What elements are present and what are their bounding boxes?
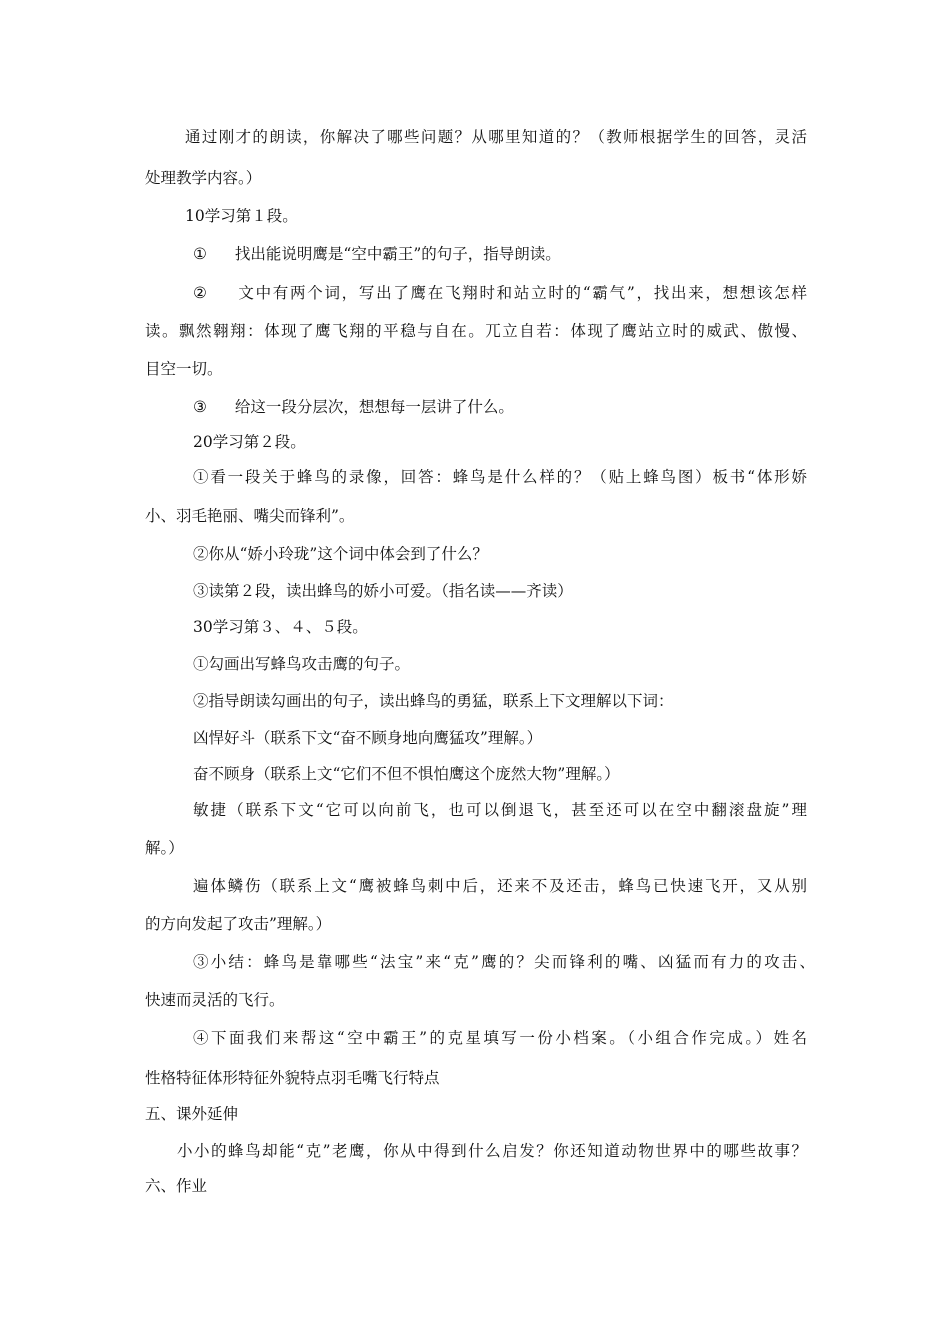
paragraph-line: 20学习第２段。 — [193, 433, 306, 451]
paragraph-line: ③读第２段，读出蜂鸟的娇小可爱。（指名读——齐读） — [193, 582, 573, 600]
list-text: 文中有两个词，写出了鹰在飞翔时和站立时的“霸气”，找出来，想想该怎样 — [236, 284, 807, 302]
paragraph-line: 目空一切。 — [145, 360, 223, 378]
paragraph-line: 解。） — [145, 839, 184, 857]
paragraph-line: 奋不顾身（联系上文“它们不但不惧怕鹰这个庞然大物”理解。） — [193, 765, 620, 783]
list-number: ③ — [193, 398, 207, 416]
paragraph-line: 遍体鳞伤（联系上文“鹰被蜂鸟刺中后，还来不及还击，蜂鸟已快速飞开，又从别 — [193, 877, 807, 895]
paragraph-line: 通过刚才的朗读，你解决了哪些问题？从哪里知道的？（教师根据学生的回答，灵活 — [185, 128, 807, 146]
list-item — [193, 283, 807, 303]
paragraph-line: ②指导朗读勾画出的句子，读出蜂鸟的勇猛，联系上下文理解以下词： — [193, 692, 674, 710]
list-number: ② — [193, 284, 209, 302]
paragraph-line: 凶悍好斗（联系下文“奋不顾身地向鹰猛攻”理解。） — [193, 729, 543, 747]
paragraph-line: ②你从“娇小玲珑”这个词中体会到了什么？ — [193, 545, 488, 563]
paragraph-line: ③小结：蜂鸟是靠哪些“法宝”来“克”鹰的？尖而锋利的嘴、凶猛而有力的攻击、 — [193, 953, 815, 971]
paragraph-line: ①看一段关于蜂鸟的录像，回答：蜂鸟是什么样的？（贴上蜂鸟图）板书“体形娇 — [193, 468, 807, 486]
paragraph-line: ①勾画出写蜂鸟攻击鹰的句子。 — [193, 655, 411, 673]
paragraph-line: 敏捷（联系下文“它可以向前飞，也可以倒退飞，甚至还可以在空中翻滚盘旋”理 — [193, 801, 807, 819]
list-text: 给这一段分层次，想想每一层讲了什么。 — [234, 398, 514, 416]
paragraph-line: 快速而灵活的飞行。 — [145, 991, 285, 1009]
paragraph-line: 小小的蜂鸟却能“克”老鹰，你从中得到什么启发？你还知道动物世界中的哪些故事？ — [177, 1142, 807, 1160]
paragraph-line: 读。飘然翱翔：体现了鹰飞翔的平稳与自在。兀立自若：体现了鹰站立时的威武、傲慢、 — [145, 322, 807, 340]
paragraph-line: 的方向发起了攻击”理解。） — [145, 915, 332, 933]
list-item — [193, 244, 561, 264]
paragraph-line: 10学习第１段。 — [185, 207, 298, 225]
paragraph-line: 小、羽毛艳丽、嘴尖而锋利”。 — [145, 507, 355, 525]
list-text: 找出能说明鹰是“空中霸王”的句子，指导朗读。 — [234, 245, 561, 263]
paragraph-line: 处理教学内容。） — [145, 169, 262, 187]
paragraph-line: 性格特征体形特征外貌特点羽毛嘴飞行特点 — [145, 1069, 440, 1087]
list-number: ① — [193, 245, 207, 263]
paragraph-line: ④下面我们来帮这“空中霸王”的克星填写一份小档案。（小组合作完成。）姓名 — [193, 1029, 807, 1047]
section-heading: 五、课外延伸 — [145, 1105, 239, 1123]
list-item — [193, 397, 514, 417]
section-heading: 六、作业 — [145, 1177, 208, 1195]
paragraph-line: 30学习第３、４、５段。 — [193, 618, 368, 636]
